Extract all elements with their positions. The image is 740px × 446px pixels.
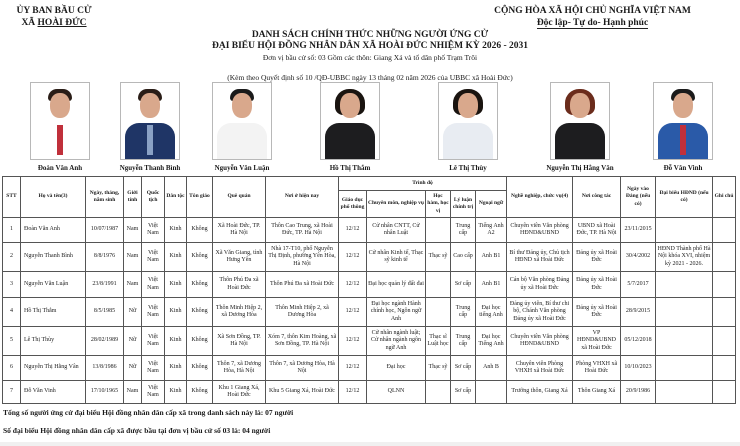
cell-occupation: Chuyên viên Văn phòng HĐND&UBND — [507, 218, 573, 243]
title-line2: ĐẠI BIỂU HỘI ĐỒNG NHÂN DÂN XÃ HOÀI ĐỨC NHIỆM KỲ 2026 - 2031 — [211, 41, 529, 51]
cell-workplace: UBND xã Hoài Đức, TP. Hà Nội — [573, 218, 621, 243]
cell-name: Đoàn Văn Anh — [21, 218, 86, 243]
cell-language: Tiếng Anh A2 — [476, 218, 507, 243]
candidate-photo-card — [310, 82, 390, 172]
col-specialty: Chuyên môn, nghiệp vụ — [367, 191, 426, 218]
cell-language: Anh B — [476, 356, 507, 381]
col-language: Ngoại ngữ — [476, 191, 507, 218]
cell-occupation: Đảng ủy viên, Bí thư chi bộ, Chánh Văn phòng Đảng ủy xã Hoài Đức — [507, 298, 573, 327]
cell-name: Nguyễn Thanh Bình — [21, 243, 86, 272]
cell-workplace: Phòng VHXH xã Hoài Đức — [573, 356, 621, 381]
cell-note — [713, 298, 736, 327]
table-row — [3, 327, 736, 356]
cell-hometown: Xã Văn Giang, tỉnh Hưng Yên — [213, 243, 266, 272]
cell-gender: Nữ — [124, 327, 142, 356]
cell-religion: Không — [187, 298, 213, 327]
cell-language: Đại học tiếng Anh — [476, 298, 507, 327]
cell-degree — [426, 381, 451, 404]
cell-stt: 5 — [3, 327, 21, 356]
cell-language: Đại học Tiếng Anh — [476, 327, 507, 356]
cell-religion: Không — [187, 356, 213, 381]
cell-specialty: Đại học ngành Hành chính học, Ngôn ngữ Anh — [367, 298, 426, 327]
cell-gender: Nam — [124, 272, 142, 298]
cell-dob: 13/8/1986 — [86, 356, 124, 381]
cell-residence: Thôn Minh Hiệp 2, xã Dương Hòa — [266, 298, 339, 327]
cell-degree: Thạc sĩ Luật học — [426, 327, 451, 356]
table-row — [3, 218, 736, 243]
portrait-photo — [550, 82, 610, 160]
cell-political: Trung cấp — [451, 298, 476, 327]
cell-workplace: VP HĐND&UBND xã Hoài Đức — [573, 327, 621, 356]
cell-nationality: Việt Nam — [142, 298, 165, 327]
cell-stt: 3 — [3, 272, 21, 298]
cell-religion: Không — [187, 327, 213, 356]
cell-political: Sơ cấp — [451, 272, 476, 298]
cell-party-date: 30/4/2002 — [621, 243, 656, 272]
title-line1: DANH SÁCH CHÍNH THỨC NHỮNG NGƯỜI ỨNG CỬ — [251, 30, 489, 40]
cell-delegate — [656, 272, 713, 298]
portrait-photo — [30, 82, 90, 160]
issuer-line2 — [0, 17, 108, 29]
cell-ethnicity: Kinh — [165, 381, 187, 404]
cell-party-date: 20/9/1986 — [621, 381, 656, 404]
constituency-subtitle: Đơn vị bầu cử số: 03 Gồm các thôn: Giang Xá và tổ dân phố Trạm Trôi — [262, 53, 478, 62]
col-workplace: Nơi công tác — [573, 177, 621, 218]
issuer-line1: ỦY BAN BẦU CỬ — [16, 6, 92, 16]
col-political: Lý luận chính trị — [451, 191, 476, 218]
document-title — [180, 30, 560, 52]
col-name: Họ và tên(3) — [21, 177, 86, 218]
cell-specialty: Cử nhân ngành luật; Cử nhân ngành ngôn ngữ Anh — [367, 327, 426, 356]
cell-name: Nguyễn Văn Luận — [21, 272, 86, 298]
cell-residence: Nhà 17-T10, phố Nguyễn Thị Định, phường Yên Hòa, Hà Nội — [266, 243, 339, 272]
cell-occupation: Chuyên viên Văn phòng HĐND&UBND — [507, 327, 573, 356]
portrait-photo — [212, 82, 272, 160]
attachment-note: (Kèm theo Quyết định số 10 /QĐ-UBBC ngày 13 tháng 02 năm 2026 của UBBC xã Hoài Đức) — [227, 73, 513, 82]
cell-stt: 4 — [3, 298, 21, 327]
cell-party-date: 5/7/2017 — [621, 272, 656, 298]
cell-political: Trung cấp — [451, 218, 476, 243]
photo-caption: Hồ Thị Thắm — [329, 164, 371, 172]
cell-nationality: Việt Nam — [142, 243, 165, 272]
cell-nationality: Việt Nam — [142, 272, 165, 298]
col-delegate: Đại biểu HĐND (nếu có) — [656, 177, 713, 218]
issuer-header — [0, 5, 108, 29]
total-candidates-note: Tổng số người ứng cử đại biểu Hội đồng nhân dân cấp xã trong danh sách này là: 07 người — [3, 408, 294, 417]
cell-name: Nguyễn Thị Hằng Vân — [21, 356, 86, 381]
col-stt: STT — [3, 177, 21, 218]
candidate-photo-card — [202, 82, 282, 172]
cell-workplace: Thôn Giang Xá — [573, 381, 621, 404]
cell-degree — [426, 218, 451, 243]
cell-general-edu: 12/12 — [339, 243, 367, 272]
cell-party-date: 23/11/2015 — [621, 218, 656, 243]
table-row — [3, 356, 736, 381]
cell-dob: 28/02/1989 — [86, 327, 124, 356]
candidate-photo-card — [643, 82, 723, 172]
cell-party-date: 05/12/2018 — [621, 327, 656, 356]
cell-political: Sơ cấp — [451, 356, 476, 381]
cell-ethnicity: Kinh — [165, 218, 187, 243]
cell-residence: Thôn Cao Trung, xã Hoài Đức, TP. Hà Nội — [266, 218, 339, 243]
col-religion: Tôn giáo — [187, 177, 213, 218]
photo-caption: Đỗ Văn Vinh — [663, 164, 703, 172]
col-dob: Ngày, tháng, năm sinh — [86, 177, 124, 218]
portrait-photo — [320, 82, 380, 160]
col-ethnicity: Dân tộc — [165, 177, 187, 218]
national-header — [470, 5, 715, 29]
col-degree: Học hàm, học vị — [426, 191, 451, 218]
motto-text: Độc lập- Tự do- Hạnh phúc — [536, 18, 649, 28]
cell-hometown: Thôn Phú Đa xã Hoài Đức — [213, 272, 266, 298]
cell-delegate — [656, 327, 713, 356]
national-title: CỘNG HÒA XÃ HỘI CHỦ NGHĨA VIỆT NAM — [494, 6, 691, 16]
cell-delegate — [656, 356, 713, 381]
cell-dob: 17/10/1965 — [86, 381, 124, 404]
cell-specialty: Đại học quản lý đất đai — [367, 272, 426, 298]
cell-religion: Không — [187, 243, 213, 272]
cell-hometown: Xã Hoài Đức, TP. Hà Nội — [213, 218, 266, 243]
cell-general-edu: 12/12 — [339, 356, 367, 381]
candidate-photo-card — [428, 82, 508, 172]
photo-caption: Nguyễn Thị Hằng Vân — [546, 164, 614, 172]
col-nationality: Quốc tịch — [142, 177, 165, 218]
cell-occupation: Bí thư Đảng ủy, Chủ tịch HĐND xã Hoài Đức — [507, 243, 573, 272]
cell-political: Sơ cấp — [451, 381, 476, 404]
cell-name: Đỗ Văn Vinh — [21, 381, 86, 404]
cell-language — [476, 381, 507, 404]
col-gender: Giới tính — [124, 177, 142, 218]
col-group-education: Trình độ — [339, 177, 507, 191]
cell-dob: 23/8/1991 — [86, 272, 124, 298]
cell-language: Anh B1 — [476, 243, 507, 272]
col-party-date: Ngày vào Đảng (nếu có) — [621, 177, 656, 218]
candidate-photo-card — [540, 82, 620, 172]
candidate-photo-card — [20, 82, 100, 172]
col-general-edu: Giáo dục phổ thông — [339, 191, 367, 218]
candidate-photo-card — [110, 82, 190, 172]
cell-stt: 7 — [3, 381, 21, 404]
cell-general-edu: 12/12 — [339, 381, 367, 404]
cell-delegate — [656, 381, 713, 404]
cell-note — [713, 218, 736, 243]
cell-ethnicity: Kinh — [165, 243, 187, 272]
cell-gender: Nam — [124, 218, 142, 243]
cell-general-edu: 12/12 — [339, 218, 367, 243]
cell-gender: Nam — [124, 243, 142, 272]
cell-religion: Không — [187, 218, 213, 243]
cell-party-date: 28/9/2015 — [621, 298, 656, 327]
cell-hometown: Xã Sơn Đồng, TP. Hà Nội — [213, 327, 266, 356]
cell-nationality: Việt Nam — [142, 356, 165, 381]
cell-dob: 8/5/1985 — [86, 298, 124, 327]
col-note: Ghi chú — [713, 177, 736, 218]
portrait-photo — [653, 82, 713, 160]
cell-occupation: Cán bộ Văn phòng Đảng ủy xã Hoài Đức — [507, 272, 573, 298]
cell-ethnicity: Kinh — [165, 298, 187, 327]
cell-general-edu: 12/12 — [339, 298, 367, 327]
cell-occupation: Chuyên viên Phòng VHXH xã Hoài Đức — [507, 356, 573, 381]
cell-hometown: Khu 1 Giang Xá, Hoài Đức — [213, 381, 266, 404]
national-motto — [470, 17, 715, 29]
cell-ethnicity: Kinh — [165, 356, 187, 381]
cell-occupation: Trưởng thôn, Giang Xá — [507, 381, 573, 404]
cell-residence: Xóm 7, thôn Kim Hoàng, xã Sơn Đồng, TP. Hà Nội — [266, 327, 339, 356]
cell-gender: Nữ — [124, 298, 142, 327]
table-row — [3, 381, 736, 404]
cell-residence: Khu 5 Giang Xá, Hoài Đức — [266, 381, 339, 404]
cell-name: Hồ Thị Thắm — [21, 298, 86, 327]
photo-caption: Đoàn Văn Anh — [37, 164, 83, 172]
cell-specialty: Cử nhân CNTT, Cử nhân Luật — [367, 218, 426, 243]
cell-general-edu: 12/12 — [339, 272, 367, 298]
table-row — [3, 243, 736, 272]
cell-delegate: HĐND Thành phố Hà Nội khóa XVI, nhiệm kỳ 2021 - 2026. — [656, 243, 713, 272]
cell-gender: Nữ — [124, 356, 142, 381]
cell-note — [713, 381, 736, 404]
cell-specialty: QLNN — [367, 381, 426, 404]
cell-ethnicity: Kinh — [165, 272, 187, 298]
cell-residence: Thôn Phú Đa xã Hoài Đức — [266, 272, 339, 298]
cell-dob: 10/07/1987 — [86, 218, 124, 243]
cell-nationality: Việt Nam — [142, 327, 165, 356]
cell-language: Anh B1 — [476, 272, 507, 298]
cell-degree — [426, 298, 451, 327]
col-occupation: Nghề nghiệp, chức vụ(4) — [507, 177, 573, 218]
cell-ethnicity: Kinh — [165, 327, 187, 356]
cell-note — [713, 356, 736, 381]
table-row — [3, 298, 736, 327]
cell-religion: Không — [187, 272, 213, 298]
cell-note — [713, 272, 736, 298]
cell-stt: 6 — [3, 356, 21, 381]
cell-hometown: Thôn 7, xã Dương Hòa, Hà Nội — [213, 356, 266, 381]
cell-name: Lê Thị Thùy — [21, 327, 86, 356]
cell-hometown: Thôn Minh Hiệp 2, xã Dương Hòa — [213, 298, 266, 327]
cell-gender: Nam — [124, 381, 142, 404]
cell-workplace: Đảng ủy xã Hoài Đức — [573, 272, 621, 298]
cell-delegate — [656, 298, 713, 327]
cell-stt: 1 — [3, 218, 21, 243]
cell-degree: Thạc sỹ — [426, 243, 451, 272]
cell-delegate — [656, 218, 713, 243]
cell-note — [713, 327, 736, 356]
portrait-photo — [438, 82, 498, 160]
col-residence: Nơi ở hiện nay — [266, 177, 339, 218]
page-bottom-edge — [0, 442, 740, 446]
cell-degree — [426, 272, 451, 298]
col-hometown: Quê quán — [213, 177, 266, 218]
portrait-photo — [120, 82, 180, 160]
cell-specialty: Đại học — [367, 356, 426, 381]
cell-nationality: Việt Nam — [142, 381, 165, 404]
elected-seats-note: Số đại biểu Hội đồng nhân dân cấp xã được bầu tại đơn vị bầu cử số 03 là: 04 người — [3, 426, 271, 435]
cell-degree: Thạc sỹ — [426, 356, 451, 381]
photo-caption: Nguyễn Văn Luận — [214, 164, 270, 172]
cell-general-edu: 12/12 — [339, 327, 367, 356]
issuer-commune: HOÀI ĐỨC — [37, 18, 87, 28]
cell-party-date: 10/10/2023 — [621, 356, 656, 381]
cell-political: Trung cấp — [451, 327, 476, 356]
cell-workplace: Đảng ủy xã Hoài Đức — [573, 298, 621, 327]
cell-specialty: Cử nhân Kinh tế, Thạc sỹ kinh tế — [367, 243, 426, 272]
cell-note — [713, 243, 736, 272]
cell-religion: Không — [187, 381, 213, 404]
cell-residence: Thôn 7, xã Dương Hòa, Hà Nội — [266, 356, 339, 381]
cell-nationality: Việt Nam — [142, 218, 165, 243]
photo-caption: Nguyễn Thanh Bình — [119, 164, 181, 172]
candidate-table — [2, 176, 736, 404]
cell-workplace: Đảng ủy xã Hoài Đức — [573, 243, 621, 272]
cell-dob: 8/8/1976 — [86, 243, 124, 272]
cell-political: Cao cấp — [451, 243, 476, 272]
issuer-prefix: XÃ — [21, 18, 38, 28]
cell-stt: 2 — [3, 243, 21, 272]
photo-caption: Lê Thị Thùy — [449, 164, 487, 172]
table-row — [3, 272, 736, 298]
